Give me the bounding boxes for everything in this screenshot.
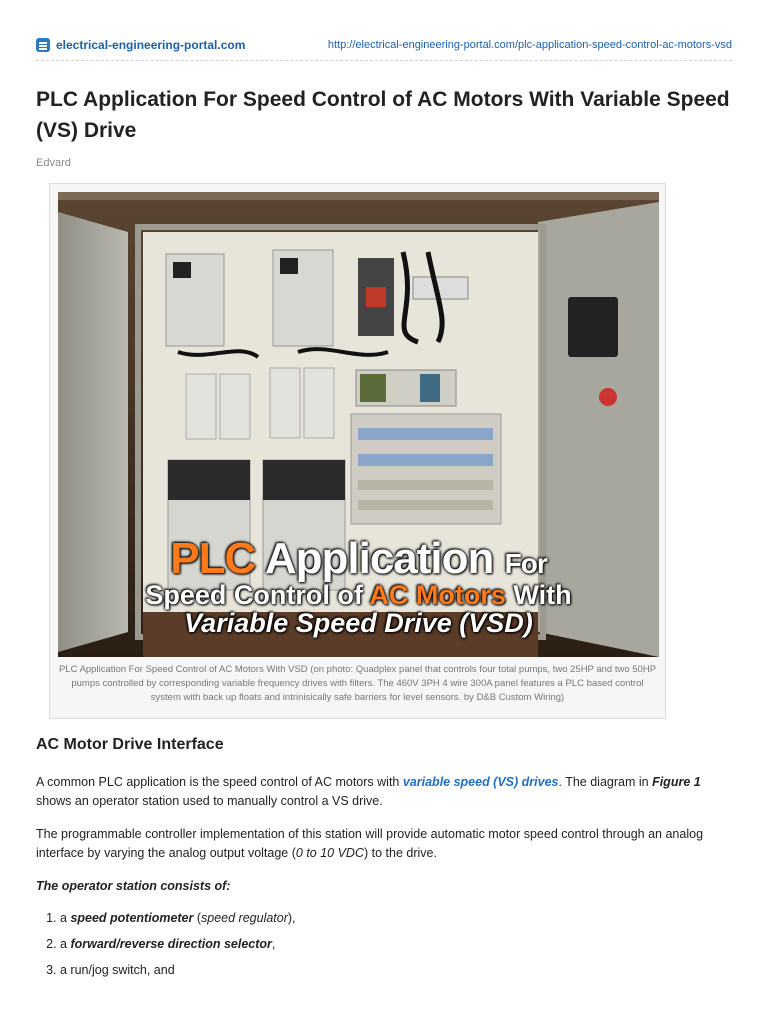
article-figure	[49, 183, 666, 719]
overlay-ac-motors: AC Motors	[369, 580, 506, 610]
list-item-text: a run/jog switch, and	[60, 963, 175, 977]
list-item-text: a	[60, 911, 71, 925]
overlay-for: For	[504, 548, 547, 579]
p2-text-a: The programmable controller implementation of this station will provide automatic motor speed control through an analog interface by varying the analog output voltage (	[36, 827, 704, 860]
site-brand[interactable]	[36, 38, 245, 52]
vs-drives-link[interactable]: variable speed (VS) drives	[402, 775, 559, 789]
list-item	[60, 931, 296, 957]
list-item	[60, 957, 296, 983]
paragraph-2	[36, 825, 732, 863]
paragraph-1	[36, 773, 732, 811]
document-icon	[36, 38, 50, 52]
overlay-title-line3: Variable Speed Drive (VSD)	[184, 608, 533, 638]
control-panel-photo	[58, 192, 659, 657]
p1-text-b: . The diagram in	[558, 775, 653, 789]
overlay-speed-control: Speed Control of	[145, 580, 370, 610]
operator-station-list	[36, 905, 296, 983]
section-heading: AC Motor Drive Interface	[36, 736, 224, 753]
site-name[interactable]: electrical-engineering-portal.com	[56, 38, 246, 52]
article-author: Edvard	[36, 157, 71, 169]
list-item-bold: forward/reverse direction selector	[70, 937, 272, 951]
overlay-title-line2	[58, 580, 659, 611]
list-item-text: ,	[271, 937, 276, 951]
p1-text-a: A common PLC application is the speed control of AC motors with	[36, 775, 403, 789]
list-item-text: a	[60, 937, 71, 951]
article-title: PLC Application For Speed Control of AC Motors With Variable Speed (VS) Drive	[36, 88, 730, 142]
overlay-plc: PLC	[170, 534, 256, 583]
p2-voltage: 0 to 10 VDC	[295, 846, 364, 860]
list-item-italic: speed regulator	[201, 911, 288, 925]
paragraph-3	[36, 877, 732, 896]
overlay-application: Application	[264, 534, 494, 583]
figure-1-ref: Figure 1	[652, 775, 701, 789]
p2-text-b: ) to the drive.	[363, 846, 437, 860]
source-url-link[interactable]: http://electrical-engineering-portal.com/plc-application-speed-control-ac-motors-vsd	[327, 39, 732, 51]
operator-station-heading: The operator station consists of:	[36, 879, 231, 893]
site-header	[36, 34, 732, 56]
header-divider	[36, 60, 732, 61]
list-item-text: ),	[287, 911, 296, 925]
list-item	[60, 905, 296, 931]
p1-text-c: shows an operator station used to manually control a VS drive.	[36, 794, 383, 808]
overlay-title-line1	[58, 534, 659, 584]
list-item-text: (	[193, 911, 202, 925]
list-item-bold: speed potentiometer	[70, 911, 194, 925]
figure-caption: PLC Application For Speed Control of AC Motors With VSD (on photo: Quadplex panel that controls four total pumps, two 25HP and two 50HP pumps controlled by corresponding variable frequency drives with filters. The 460V 3PH 4 wire 300A panel features a PLC based control system with back up floats and intrinisically safe barriers for level sensors. by D&B Custom Wiring)	[58, 664, 657, 703]
overlay-with: With	[505, 580, 572, 610]
